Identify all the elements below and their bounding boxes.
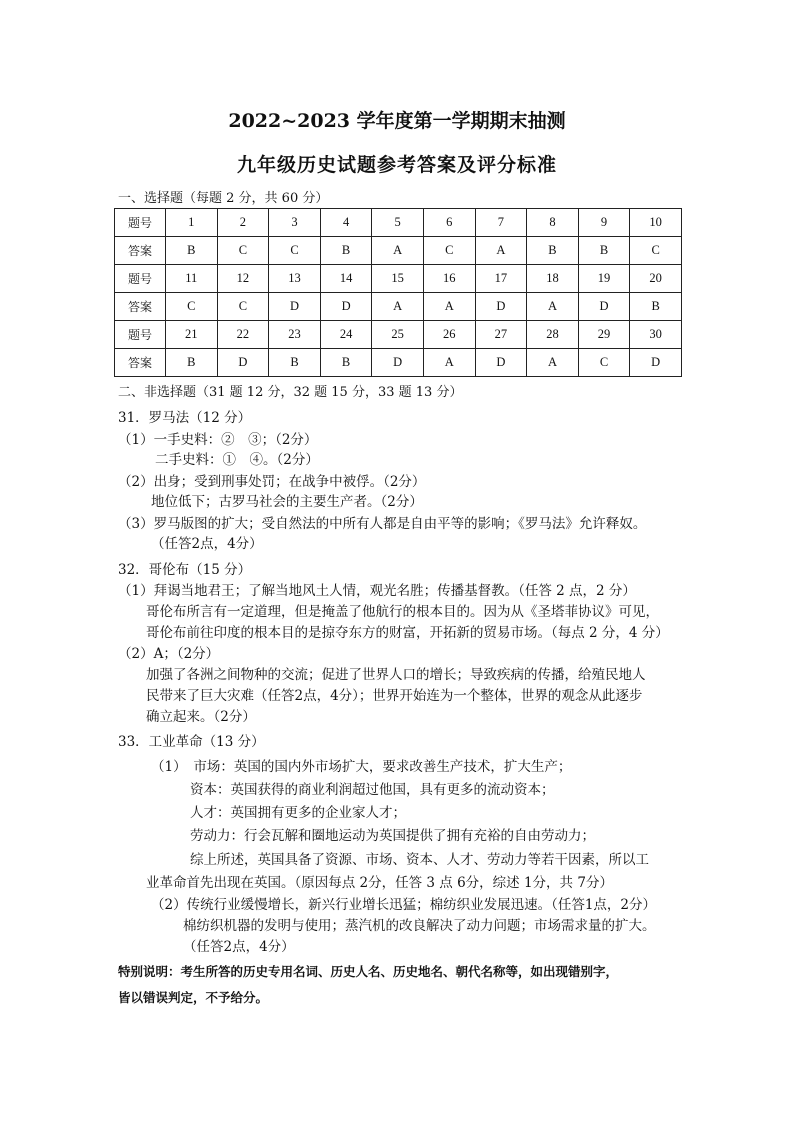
answer-line: （任答2点，4分） (151, 536, 263, 552)
section2-heading: 二、非选择题（31 题 12 分，32 题 15 分，33 题 13 分） (118, 385, 463, 400)
answer-line: 哥伦布所言有一定道理，但是掩盖了他航行的根本目的。因为从《圣塔菲协议》可见， (146, 604, 659, 620)
answer-cell: C (217, 293, 269, 321)
row-label: 答案 (115, 293, 166, 321)
special-note-cont: 皆以错误判定，不予给分。 (118, 990, 269, 1005)
question-number: 23 (269, 321, 321, 349)
answer-cell: D (269, 293, 321, 321)
q32-heading: 32．哥伦布（15 分） (118, 562, 252, 578)
question-number: 4 (320, 209, 372, 237)
question-number: 20 (630, 265, 682, 293)
question-number: 2 (217, 209, 269, 237)
question-number: 5 (372, 209, 424, 237)
answer-line: 综上所述，英国具备了资源、市场、资本、人才、劳动力等若干因素，所以工 (190, 852, 649, 868)
answer-line: 地位低下；古罗马社会的主要生产者。（2分） (151, 494, 423, 510)
question-number: 29 (578, 321, 630, 349)
answer-line: （2）传统行业缓慢增长，新兴行业增长迅猛；棉纺织业发展迅速。（任答1点，2分） (151, 897, 657, 913)
answer-cell: B (527, 237, 579, 265)
answer-cell: D (217, 349, 269, 377)
question-number: 14 (320, 265, 372, 293)
question-number: 10 (630, 209, 682, 237)
question-number: 27 (475, 321, 527, 349)
q33-heading: 33．工业革命（13 分） (118, 734, 265, 750)
answer-table (114, 208, 682, 377)
answer-line: 资本：英国获得的商业利润超过他国，具有更多的流动资本； (190, 782, 555, 798)
answer-cell: B (320, 237, 372, 265)
answer-cell: D (320, 293, 372, 321)
answer-line: （3）罗马版图的扩大；受自然法的中所有人都是自由平等的影响；《罗马法》允许释奴。 (118, 516, 647, 532)
answer-cell: A (372, 293, 424, 321)
question-number: 26 (423, 321, 475, 349)
answer-cell: B (320, 349, 372, 377)
q31-heading: 31．罗马法（12 分） (118, 410, 252, 426)
question-number: 11 (166, 265, 218, 293)
question-number: 3 (269, 209, 321, 237)
answer-cell: B (630, 293, 682, 321)
answer-cell: D (475, 293, 527, 321)
answer-line: （2）出身；受到刑事处罚；在战争中被俘。（2分） (118, 474, 426, 490)
answer-line: 人才：英国拥有更多的企业家人才； (190, 805, 406, 821)
answer-line: （2）A；（2分） (118, 646, 220, 662)
table-row-answer (115, 237, 682, 265)
table-row-number (115, 321, 682, 349)
question-number: 19 (578, 265, 630, 293)
question-number: 22 (217, 321, 269, 349)
answer-cell: D (475, 349, 527, 377)
question-number: 25 (372, 321, 424, 349)
page-title: 2022~2023 学年度第一学期期末抽测 (228, 110, 566, 132)
question-number: 12 (217, 265, 269, 293)
row-label: 答案 (115, 349, 166, 377)
answer-line: （1）拜谒当地君王；了解当地风土人情，观光名胜；传播基督教。（任答 2 点，2 分） (118, 583, 636, 599)
answer-cell: A (423, 349, 475, 377)
question-number: 16 (423, 265, 475, 293)
answer-line: 哥伦布前往印度的根本目的是掠夺东方的财富，开拓新的贸易市场。（每点 2 分，4 分） (146, 625, 669, 641)
question-number: 7 (475, 209, 527, 237)
answer-cell: B (166, 237, 218, 265)
question-number: 15 (372, 265, 424, 293)
answer-line: 劳动力：行会瓦解和圈地运动为英国提供了拥有充裕的自由劳动力； (190, 828, 595, 844)
answer-line: 加强了各洲之间物种的交流；促进了世界人口的增长；导致疾病的传播，给殖民地人 (146, 667, 646, 683)
answer-line: 棉纺织机器的发明与使用；蒸汽机的改良解决了动力问题；市场需求量的扩大。 (183, 918, 656, 934)
question-number: 21 (166, 321, 218, 349)
table-row-answer (115, 349, 682, 377)
special-note: 特别说明：考生所答的历史专用名词、历史人名、历史地名、朝代名称等，如出现错别字， (118, 964, 619, 979)
answer-cell: A (372, 237, 424, 265)
section1-heading: 一、选择题（每题 2 分，共 60 分） (118, 191, 329, 206)
row-label: 答案 (115, 237, 166, 265)
question-number: 13 (269, 265, 321, 293)
answer-line: 确立起来。（2分） (146, 709, 256, 725)
answer-line: （1）一手史料：② ③；（2分） (118, 432, 318, 448)
answer-cell: B (166, 349, 218, 377)
row-label: 题号 (115, 265, 166, 293)
question-number: 18 (527, 265, 579, 293)
row-label: 题号 (115, 209, 166, 237)
answer-line: （任答2点，4分） (183, 939, 295, 955)
question-number: 17 (475, 265, 527, 293)
question-number: 24 (320, 321, 372, 349)
answer-line: 二手史料：① ④。（2分） (155, 452, 319, 468)
answer-cell: B (578, 237, 630, 265)
question-number: 28 (527, 321, 579, 349)
answer-line: （1） 市场：英国的国内外市场扩大，要求改善生产技术，扩大生产； (151, 759, 572, 775)
answer-cell: C (269, 237, 321, 265)
answer-cell: A (527, 293, 579, 321)
answer-cell: D (630, 349, 682, 377)
answer-cell: A (475, 237, 527, 265)
answer-cell: C (630, 237, 682, 265)
table-row-number (115, 209, 682, 237)
answer-cell: C (217, 237, 269, 265)
question-number: 30 (630, 321, 682, 349)
table-row-number (115, 265, 682, 293)
answer-cell: C (578, 349, 630, 377)
question-number: 1 (166, 209, 218, 237)
answer-cell: D (578, 293, 630, 321)
question-number: 6 (423, 209, 475, 237)
answer-cell: A (527, 349, 579, 377)
answer-cell: B (269, 349, 321, 377)
row-label: 题号 (115, 321, 166, 349)
answer-cell: C (423, 237, 475, 265)
answer-line: 民带来了巨大灾难（任答2点，4分）；世界开始连为一个整体，世界的观念从此逐步 (146, 688, 643, 704)
answer-cell: A (423, 293, 475, 321)
question-number: 9 (578, 209, 630, 237)
table-row-answer (115, 293, 682, 321)
answer-cell: C (166, 293, 218, 321)
question-number: 8 (527, 209, 579, 237)
answer-line: 业革命首先出现在英国。（原因每点 2分，任答 3 点 6分，综述 1分，共 7分） (146, 875, 613, 891)
page-subtitle: 九年级历史试题参考答案及评分标准 (236, 154, 557, 176)
answer-cell: D (372, 349, 424, 377)
